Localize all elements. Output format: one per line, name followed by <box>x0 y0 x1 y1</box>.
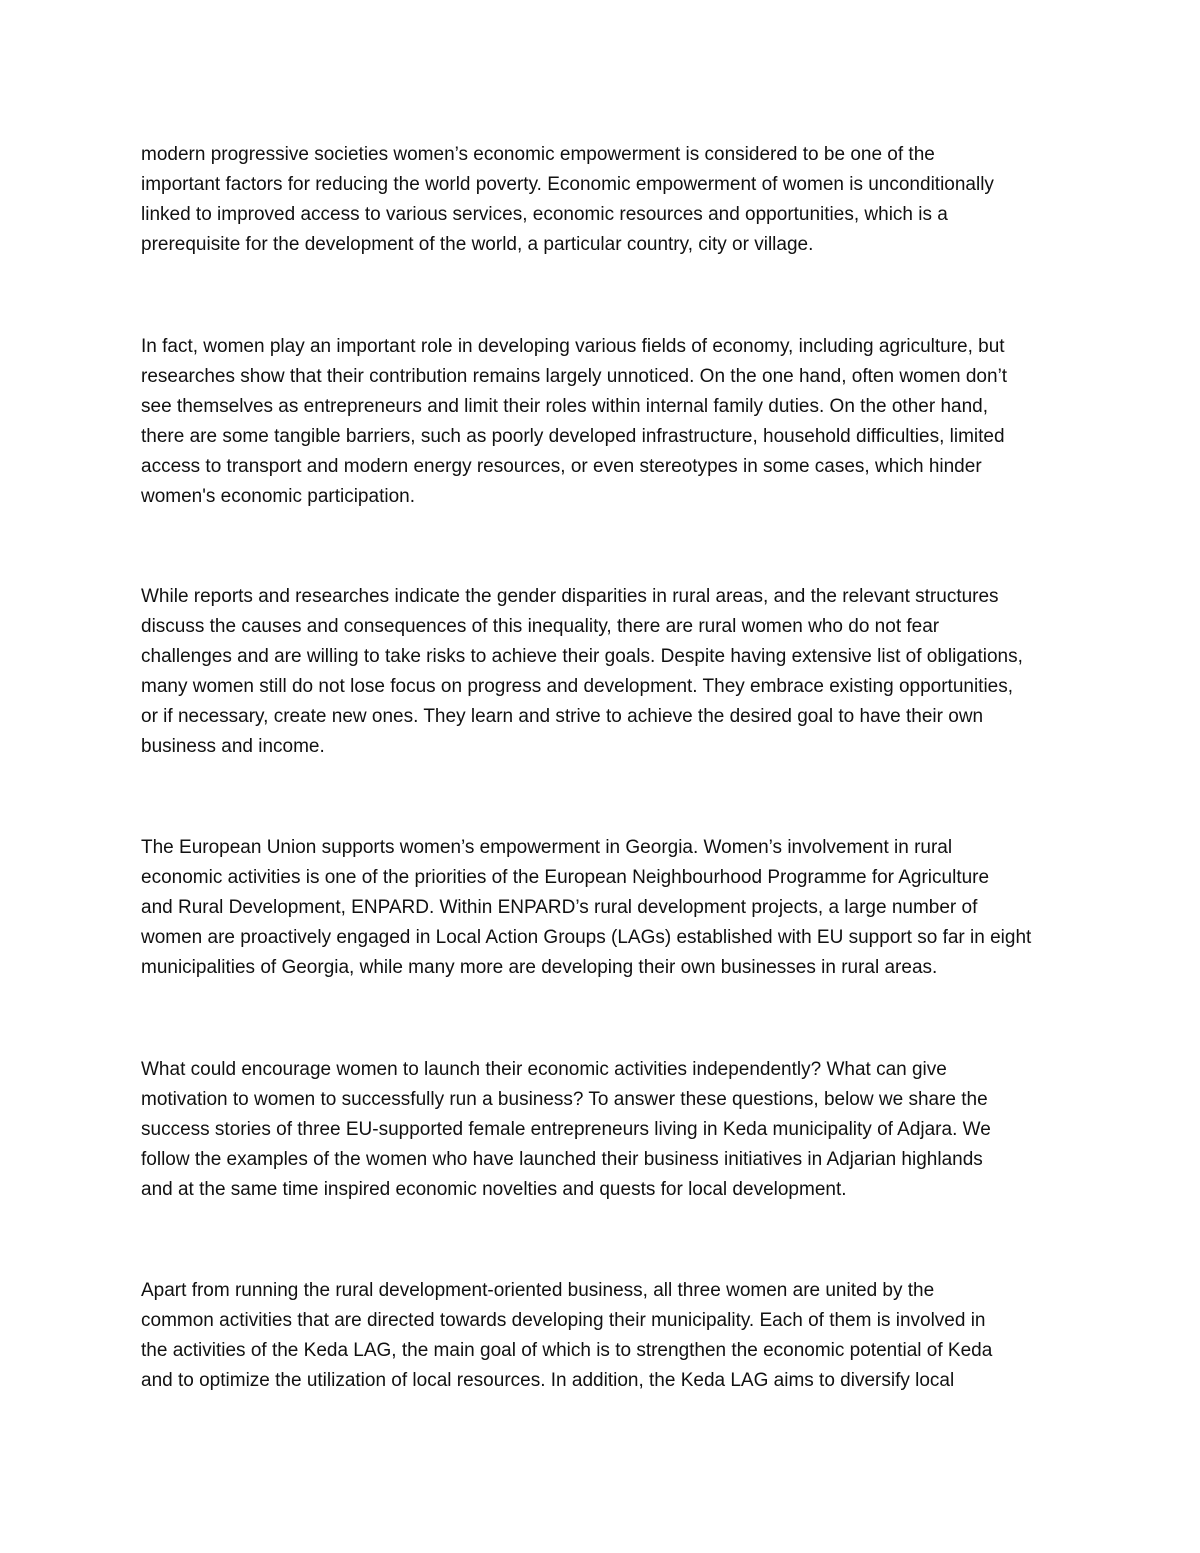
paragraph-4-line-3: and Rural Development, ENPARD. Within ENPARD’s rural development projects, a large number of <box>141 897 978 918</box>
paragraph-6-line-1: Apart from running the rural development-oriented business, all three women are united by the <box>141 1280 935 1301</box>
paragraph-5-line-2: motivation to women to successfully run a business? To answer these questions, below we share the <box>141 1089 988 1110</box>
paragraph-1-line-1: modern progressive societies women’s economic empowerment is considered to be one of the <box>141 144 935 165</box>
paragraph-2-line-2: researches show that their contribution remains largely unnoticed. On the one hand, often women don’t <box>141 366 1008 387</box>
paragraph-6-line-2: common activities that are directed towards developing their municipality. Each of them is involved in <box>141 1310 986 1331</box>
paragraph-1-line-4: prerequisite for the development of the world, a particular country, city or village. <box>141 234 814 255</box>
paragraph-3-line-1: While reports and researches indicate the gender disparities in rural areas, and the relevant structures <box>141 586 999 607</box>
paragraph-4-line-5: municipalities of Georgia, while many more are developing their own businesses in rural areas. <box>141 957 938 978</box>
paragraph-5-line-4: follow the examples of the women who have launched their business initiatives in Adjarian highlands <box>141 1149 983 1170</box>
paragraph-1-line-3: linked to improved access to various services, economic resources and opportunities, which is a <box>141 204 948 225</box>
paragraph-2-line-5: access to transport and modern energy resources, or even stereotypes in some cases, which hinder <box>141 456 982 477</box>
paragraph-2-line-1: In fact, women play an important role in developing various fields of economy, including agriculture, but <box>141 336 1005 357</box>
paragraph-4-line-2: economic activities is one of the priorities of the European Neighbourhood Programme for Agriculture <box>141 867 990 888</box>
paragraph-2-line-4: there are some tangible barriers, such as poorly developed infrastructure, household difficulties, limited <box>141 426 1005 447</box>
paragraph-3-line-6: business and income. <box>141 736 325 757</box>
paragraph-4-line-4: women are proactively engaged in Local Action Groups (LAGs) established with EU support so far in eight <box>141 927 1032 948</box>
paragraph-5-line-5: and at the same time inspired economic novelties and quests for local development. <box>141 1179 847 1200</box>
paragraph-4-line-1: The European Union supports women’s empowerment in Georgia. Women’s involvement in rural <box>141 837 953 858</box>
paragraph-1-line-2: important factors for reducing the world poverty. Economic empowerment of women is unconditionally <box>141 174 994 195</box>
paragraph-3-line-3: challenges and are willing to take risks to achieve their goals. Despite having extensive list of obligations, <box>141 646 1023 667</box>
paragraph-6-line-3: the activities of the Keda LAG, the main goal of which is to strengthen the economic potential of Keda <box>141 1340 993 1361</box>
paragraph-3-line-2: discuss the causes and consequences of this inequality, there are rural women who do not fear <box>141 616 940 637</box>
paragraph-2-line-3: see themselves as entrepreneurs and limit their roles within internal family duties. On the other hand, <box>141 396 988 417</box>
paragraph-5-line-1: What could encourage women to launch their economic activities independently? What can give <box>141 1059 947 1080</box>
paragraph-3-line-4: many women still do not lose focus on progress and development. They embrace existing opportunities, <box>141 676 1014 697</box>
paragraph-2-line-6: women's economic participation. <box>141 486 415 507</box>
paragraph-3-line-5: or if necessary, create new ones. They learn and strive to achieve the desired goal to have their own <box>141 706 984 727</box>
paragraph-5-line-3: success stories of three EU-supported female entrepreneurs living in Keda municipality of Adjara. We <box>141 1119 991 1140</box>
paragraph-6-line-4: and to optimize the utilization of local resources. In addition, the Keda LAG aims to diversify local <box>141 1370 955 1391</box>
